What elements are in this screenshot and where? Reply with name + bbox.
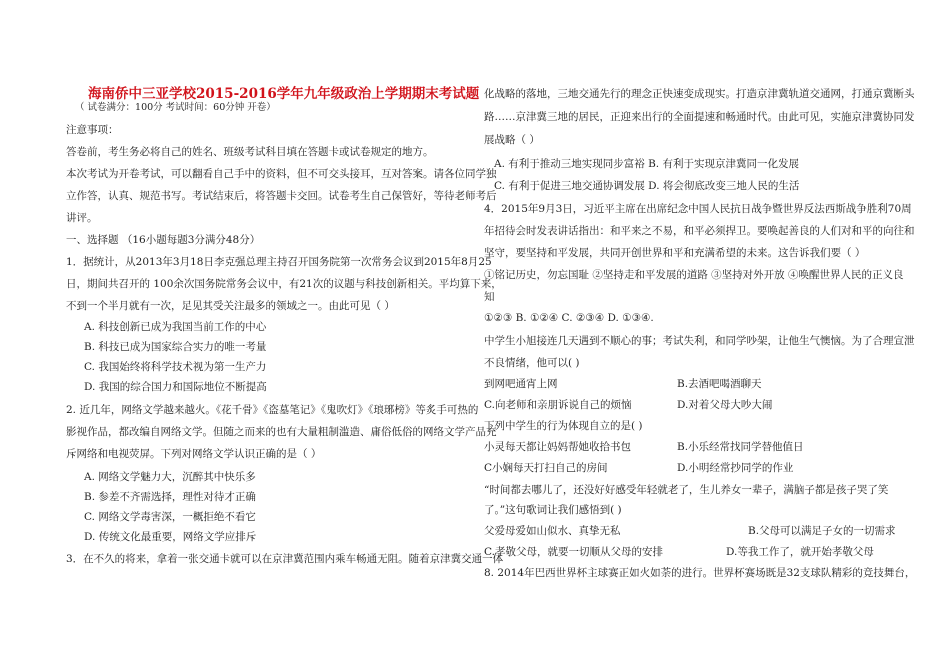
question-text: 影视作品，都改编自网络文学。但随之而来的也有大量粗制滥造、庸俗低俗的网络文学产品充 bbox=[66, 426, 497, 438]
question-text: 路……京津冀三地的居民，正迎来出行的全面提速和畅通时代。由此可见，实施京津冀协同发 bbox=[484, 111, 915, 123]
notice-line: 答卷前，考生务必将自己的姓名、班级考试科目填在答题卡或试卷规定的地方。 bbox=[66, 146, 434, 158]
question-text: 不良情绪，他可以( ) bbox=[484, 357, 580, 369]
question-text: “时间都去哪儿了，还没好好感受年轻就老了，生儿养女一辈子，满脑子都是孩子哭了笑 bbox=[484, 484, 889, 496]
option: C.向老师和亲朋诉说自己的烦恼 bbox=[484, 399, 632, 411]
option: C.孝敬父母，就要一切顺从父母的安排 bbox=[484, 546, 663, 558]
notice-heading: 注意事项： bbox=[66, 124, 119, 136]
page-title: 海南侨中三亚学校2015-2016学年九年级政治上学期期末考试题 bbox=[88, 86, 480, 102]
option: B.去酒吧喝酒聊天 bbox=[677, 378, 762, 390]
question-text: 3．在不久的将来，拿着一张交通卡就可以在京津冀范围内乘车畅通无阻。随着京津冀交通一体 bbox=[66, 553, 504, 565]
notice-line: 讲评。 bbox=[66, 212, 98, 224]
option-row: ①②③ B. ①②④ C. ②③④ D. ①③④. bbox=[484, 312, 654, 324]
option: 小灵每天都让妈妈帮她收拾书包 bbox=[484, 441, 631, 453]
notice-line: 立作答，认真、规范书写。考试结束后，将答题卡交回。试卷考生自己保管好，等待老师考后 bbox=[66, 190, 497, 202]
question-text: 8. 2014年巴西世界杯主球赛正如火如荼的进行。世界杯赛场既是32支球队精彩的竞技舞台， bbox=[484, 567, 916, 579]
option: C. 网络文学毒害深，一概拒绝不看它 bbox=[84, 511, 256, 523]
question-text: 4．2015年9月3日，习近平主席在出席纪念中国人民抗日战争暨世界反法西斯战争胜利70周 bbox=[484, 203, 912, 215]
option: 父爱母爱如山似水、真挚无私 bbox=[484, 525, 621, 537]
option: C小娴每天打扫自己的房间 bbox=[484, 462, 608, 474]
option: D. 传统文化最重要，网络文学应排斥 bbox=[84, 531, 257, 543]
question-text: 1．据统计，从2013年3月18日李克强总理主持召开国务院第一次常务会议到2015年8月25 bbox=[66, 256, 492, 268]
option: A. 有利于推动三地实现同步富裕 B. 有利于实现京津冀同一化发展 bbox=[494, 158, 799, 170]
question-text: 不到一个半月就有一次，足见其受关注最多的领域之一。由此可见（ ） bbox=[66, 300, 395, 312]
question-text: 日，期间共召开的 100余次国务院常务会议中，有21次的议题与科技创新相关。平均算下来， bbox=[66, 278, 502, 290]
notice-line: 本次考试为开卷考试，可以翻看自己手中的资料，但不可交头接耳，互对答案。请各位同学独 bbox=[66, 168, 497, 180]
option: D.对着父母大吵大闹 bbox=[677, 399, 773, 411]
option: D.小明经常抄同学的作业 bbox=[677, 462, 794, 474]
question-text: 展战略（ ） bbox=[484, 134, 540, 146]
question-text: 坚守，要坚持和平发展，共同开创世界和平和充满希望的未来。这告诉我们要（ ） bbox=[484, 247, 866, 259]
option: A. 网络文学魅力大，沉醉其中快乐多 bbox=[84, 471, 256, 483]
option: B.小乐经常找同学替他值日 bbox=[677, 441, 804, 453]
option: C. 我国始终将科学技术视为第一生产力 bbox=[84, 361, 267, 373]
question-text: 中学生小旭接连几天遇到不顺心的事；考试失利，和同学吵架，让他生气懊恼。为了合理宣泄 bbox=[484, 335, 915, 347]
option: D. 我国的综合国力和国际地位不断提高 bbox=[84, 381, 267, 393]
question-text: 知 bbox=[484, 291, 495, 303]
question-text: 下列中学生的行为体现自立的是( ) bbox=[484, 420, 643, 432]
question-text: 化战略的落地，三地交通先行的理念正快速变成现实。打造京津冀轨道交通网，打通京冀断头 bbox=[484, 88, 915, 100]
exam-info: （ 试卷满分：100分 考试时间：60分钟 开卷） bbox=[75, 102, 276, 113]
question-text: 2. 近几年，网络文学越来越火。《花千骨》《盗墓笔记》《鬼吹灯》《琅琊榜》等炙手可热的 bbox=[66, 404, 479, 416]
option: B. 参差不齐需选择，理性对待才正确 bbox=[84, 491, 256, 503]
question-text: ①铭记历史，勿忘国耻 ②坚持走和平发展的道路 ③坚持对外开放 ④唤醒世界人民的正义良 bbox=[484, 269, 904, 281]
option: D.等我工作了，就开始孝敬父母 bbox=[726, 546, 874, 558]
option: B.父母可以满足子女的一切需求 bbox=[748, 525, 896, 537]
question-text: 斥网络和电视荧屏。下列对网络文学认识正确的是（ ） bbox=[66, 448, 322, 460]
question-text: 了。”这句歌词让我们感悟到( ) bbox=[484, 504, 622, 516]
option: C. 有利于促进三地交通协调发展 D. 将会彻底改变三地人民的生活 bbox=[494, 180, 800, 192]
question-text: 年招待会时发表讲话指出：和平来之不易，和平必须捍卫。要唤起善良的人们对和平的向往和 bbox=[484, 225, 915, 237]
option: 到网吧通宵上网 bbox=[484, 378, 558, 390]
option: A. 科技创新已成为我国当前工作的中心 bbox=[84, 321, 267, 333]
section-heading: 一、选择题 （16小题每题3分满分48分） bbox=[66, 234, 261, 246]
option: B. 科技已成为国家综合实力的唯一考量 bbox=[84, 341, 267, 353]
